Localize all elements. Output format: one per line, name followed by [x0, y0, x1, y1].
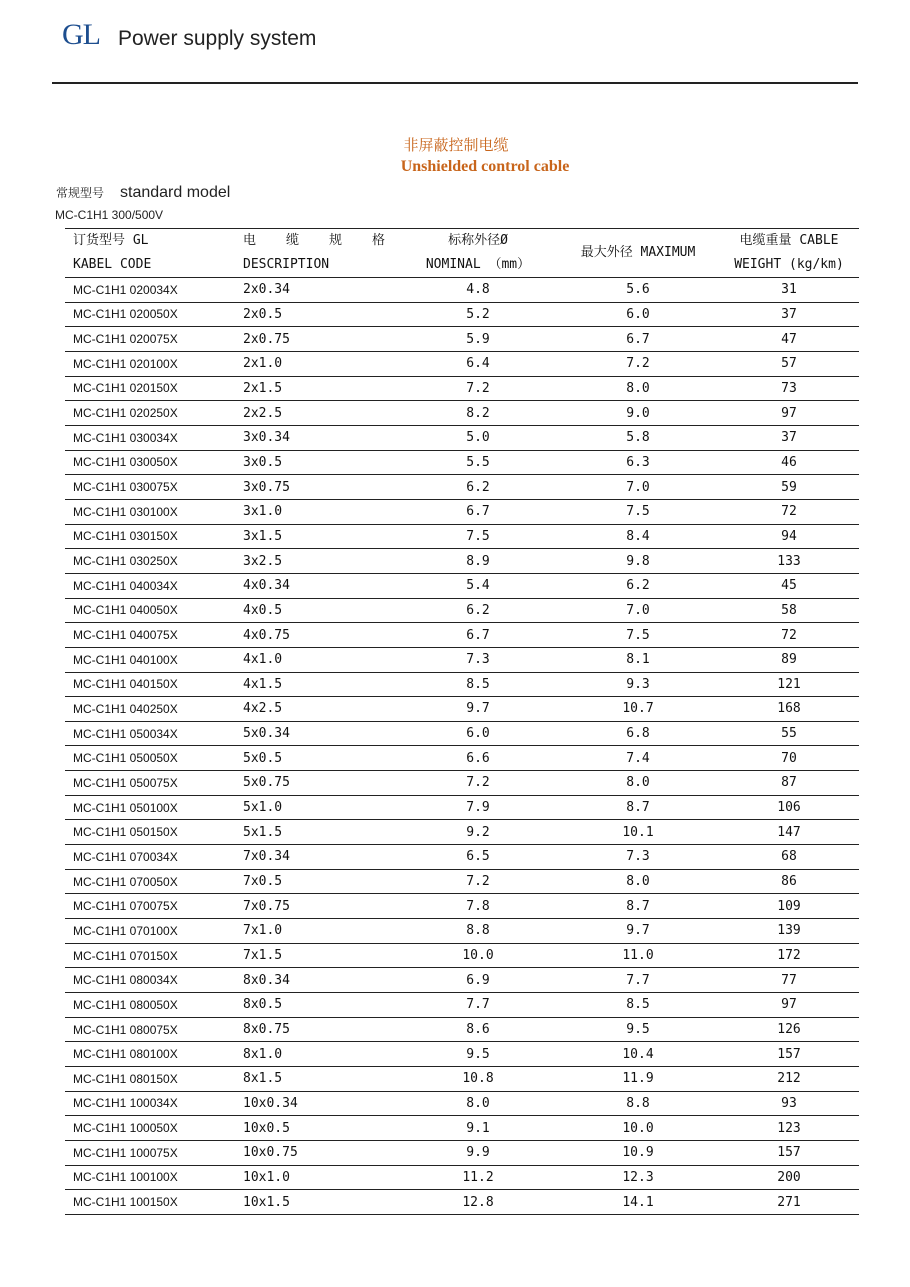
cell-weight: 73 — [719, 376, 859, 401]
table-row — [65, 376, 859, 401]
table-row — [65, 499, 859, 524]
cell-order-code: MC-C1H1 070100X — [65, 919, 239, 944]
cell-maximum-diameter: 8.7 — [557, 795, 719, 820]
header-desc-english: DESCRIPTION — [243, 257, 330, 272]
cell-weight: 126 — [719, 1017, 859, 1042]
table-row — [65, 721, 859, 746]
cell-description: 8x1.5 — [239, 1067, 399, 1092]
cell-nominal-diameter: 8.9 — [399, 549, 557, 574]
table-row — [65, 771, 859, 796]
table-row — [65, 327, 859, 352]
cell-maximum-diameter: 8.1 — [557, 647, 719, 672]
cell-weight: 109 — [719, 894, 859, 919]
standard-model-english: standard model — [120, 184, 231, 201]
table-header-row — [65, 229, 859, 278]
cell-order-code: MC-C1H1 030075X — [65, 475, 239, 500]
cell-maximum-diameter: 9.0 — [557, 401, 719, 426]
cell-weight: 157 — [719, 1140, 859, 1165]
cell-nominal-diameter: 5.5 — [399, 450, 557, 475]
cell-nominal-diameter: 5.9 — [399, 327, 557, 352]
header-divider — [52, 82, 858, 84]
document-title-english: Unshielded control cable — [400, 158, 570, 175]
cell-maximum-diameter: 12.3 — [557, 1165, 719, 1190]
cell-maximum-diameter: 6.2 — [557, 573, 719, 598]
cell-nominal-diameter: 8.0 — [399, 1091, 557, 1116]
cell-description: 2x0.34 — [239, 278, 399, 303]
cell-maximum-diameter: 10.1 — [557, 820, 719, 845]
cell-weight: 55 — [719, 721, 859, 746]
cell-order-code: MC-C1H1 050034X — [65, 721, 239, 746]
model-voltage-line: MC-C1H1 300/500V — [55, 208, 164, 222]
cell-nominal-diameter: 6.2 — [399, 598, 557, 623]
cell-maximum-diameter: 9.5 — [557, 1017, 719, 1042]
cell-weight: 70 — [719, 746, 859, 771]
cell-maximum-diameter: 10.9 — [557, 1140, 719, 1165]
cell-weight: 87 — [719, 771, 859, 796]
cell-maximum-diameter: 6.3 — [557, 450, 719, 475]
cell-maximum-diameter: 8.8 — [557, 1091, 719, 1116]
header-nominal-english: NOMINAL （mm） — [425, 257, 531, 272]
cell-description: 4x0.75 — [239, 623, 399, 648]
cell-description: 8x0.75 — [239, 1017, 399, 1042]
table-row — [65, 1190, 859, 1215]
cell-description: 3x1.5 — [239, 524, 399, 549]
cell-maximum-diameter: 7.5 — [557, 623, 719, 648]
header-nominal-chinese: 标称外径Ø — [448, 233, 508, 248]
cell-nominal-diameter: 9.1 — [399, 1116, 557, 1141]
cell-order-code: MC-C1H1 070150X — [65, 943, 239, 968]
header-desc-char: 规 — [328, 233, 342, 248]
cell-description: 4x2.5 — [239, 697, 399, 722]
cell-order-code: MC-C1H1 020075X — [65, 327, 239, 352]
cell-maximum-diameter: 7.7 — [557, 968, 719, 993]
cell-weight: 46 — [719, 450, 859, 475]
cell-description: 7x0.34 — [239, 845, 399, 870]
table-row — [65, 1165, 859, 1190]
cell-maximum-diameter: 8.0 — [557, 869, 719, 894]
cell-nominal-diameter: 9.5 — [399, 1042, 557, 1067]
cell-maximum-diameter: 8.5 — [557, 993, 719, 1018]
cell-nominal-diameter: 8.8 — [399, 919, 557, 944]
cell-weight: 133 — [719, 549, 859, 574]
cell-maximum-diameter: 5.6 — [557, 278, 719, 303]
cell-description: 3x1.0 — [239, 499, 399, 524]
cell-description: 5x0.5 — [239, 746, 399, 771]
cell-weight: 212 — [719, 1067, 859, 1092]
cell-nominal-diameter: 6.5 — [399, 845, 557, 870]
table-row — [65, 820, 859, 845]
table-row — [65, 351, 859, 376]
cell-weight: 172 — [719, 943, 859, 968]
cell-order-code: MC-C1H1 100100X — [65, 1165, 239, 1190]
table-row — [65, 647, 859, 672]
header-desc-char: 电 — [243, 233, 257, 248]
cell-order-code: MC-C1H1 040100X — [65, 647, 239, 672]
cell-description: 3x2.5 — [239, 549, 399, 574]
cell-nominal-diameter: 7.2 — [399, 376, 557, 401]
cell-weight: 93 — [719, 1091, 859, 1116]
cell-order-code: MC-C1H1 050050X — [65, 746, 239, 771]
cell-description: 10x0.5 — [239, 1116, 399, 1141]
cell-nominal-diameter: 5.2 — [399, 302, 557, 327]
cell-maximum-diameter: 10.7 — [557, 697, 719, 722]
cell-weight: 168 — [719, 697, 859, 722]
cell-order-code: MC-C1H1 100075X — [65, 1140, 239, 1165]
table-row — [65, 993, 859, 1018]
cell-order-code: MC-C1H1 020100X — [65, 351, 239, 376]
cell-order-code: MC-C1H1 040250X — [65, 697, 239, 722]
cell-order-code: MC-C1H1 020034X — [65, 278, 239, 303]
cell-nominal-diameter: 11.2 — [399, 1165, 557, 1190]
cell-description: 3x0.5 — [239, 450, 399, 475]
cell-nominal-diameter: 7.5 — [399, 524, 557, 549]
cell-description: 4x0.5 — [239, 598, 399, 623]
standard-model-chinese: 常规型号 — [56, 186, 105, 200]
cell-description: 5x1.5 — [239, 820, 399, 845]
table-row — [65, 894, 859, 919]
cell-weight: 47 — [719, 327, 859, 352]
header-desc-char: 格 — [371, 233, 385, 248]
cell-description: 7x1.0 — [239, 919, 399, 944]
cell-nominal-diameter: 5.4 — [399, 573, 557, 598]
cell-weight: 72 — [719, 499, 859, 524]
table-row — [65, 943, 859, 968]
cell-nominal-diameter: 6.7 — [399, 623, 557, 648]
cell-order-code: MC-C1H1 040150X — [65, 672, 239, 697]
table-body — [65, 278, 859, 1215]
cell-nominal-diameter: 6.4 — [399, 351, 557, 376]
company-logo: GL — [62, 18, 100, 51]
table-row — [65, 278, 859, 303]
cell-nominal-diameter: 6.9 — [399, 968, 557, 993]
table-row — [65, 401, 859, 426]
table-row — [65, 968, 859, 993]
cell-order-code: MC-C1H1 100034X — [65, 1091, 239, 1116]
table-row — [65, 524, 859, 549]
cell-weight: 89 — [719, 647, 859, 672]
cell-nominal-diameter: 9.9 — [399, 1140, 557, 1165]
cell-description: 10x0.34 — [239, 1091, 399, 1116]
cell-description: 10x0.75 — [239, 1140, 399, 1165]
cell-nominal-diameter: 6.0 — [399, 721, 557, 746]
cell-weight: 106 — [719, 795, 859, 820]
cell-weight: 37 — [719, 425, 859, 450]
cell-description: 4x1.5 — [239, 672, 399, 697]
table-row — [65, 697, 859, 722]
cell-order-code: MC-C1H1 100050X — [65, 1116, 239, 1141]
cell-description: 8x0.34 — [239, 968, 399, 993]
cell-weight: 121 — [719, 672, 859, 697]
header-maximum: 最大外径 MAXIMUM — [557, 229, 719, 278]
cell-nominal-diameter: 7.3 — [399, 647, 557, 672]
table-row — [65, 549, 859, 574]
cell-nominal-diameter: 6.2 — [399, 475, 557, 500]
cell-weight: 59 — [719, 475, 859, 500]
table-row — [65, 1067, 859, 1092]
cell-description: 5x1.0 — [239, 795, 399, 820]
cell-nominal-diameter: 10.0 — [399, 943, 557, 968]
cell-order-code: MC-C1H1 030100X — [65, 499, 239, 524]
cell-maximum-diameter: 9.8 — [557, 549, 719, 574]
cell-maximum-diameter: 10.0 — [557, 1116, 719, 1141]
table-row — [65, 845, 859, 870]
cell-weight: 147 — [719, 820, 859, 845]
cell-order-code: MC-C1H1 070050X — [65, 869, 239, 894]
cell-weight: 31 — [719, 278, 859, 303]
table-row — [65, 425, 859, 450]
cell-weight: 271 — [719, 1190, 859, 1215]
cell-description: 10x1.0 — [239, 1165, 399, 1190]
cell-description: 7x0.75 — [239, 894, 399, 919]
cell-description: 7x0.5 — [239, 869, 399, 894]
cell-weight: 37 — [719, 302, 859, 327]
cell-maximum-diameter: 7.5 — [557, 499, 719, 524]
table-row — [65, 302, 859, 327]
cell-description: 5x0.34 — [239, 721, 399, 746]
table-row — [65, 1042, 859, 1067]
cell-nominal-diameter: 6.6 — [399, 746, 557, 771]
cell-maximum-diameter: 5.8 — [557, 425, 719, 450]
table-row — [65, 869, 859, 894]
cable-spec-table — [65, 228, 859, 1215]
cell-order-code: MC-C1H1 030250X — [65, 549, 239, 574]
header-weight-english: WEIGHT (kg/km) — [734, 257, 844, 272]
cell-description: 4x1.0 — [239, 647, 399, 672]
cell-maximum-diameter: 6.0 — [557, 302, 719, 327]
cell-nominal-diameter: 7.2 — [399, 771, 557, 796]
cell-description: 8x0.5 — [239, 993, 399, 1018]
table-row — [65, 475, 859, 500]
table-row — [65, 795, 859, 820]
table-row — [65, 672, 859, 697]
cell-description: 10x1.5 — [239, 1190, 399, 1215]
cell-weight: 94 — [719, 524, 859, 549]
cell-description: 3x0.34 — [239, 425, 399, 450]
cell-maximum-diameter: 9.7 — [557, 919, 719, 944]
table-row — [65, 1140, 859, 1165]
cell-weight: 157 — [719, 1042, 859, 1067]
cell-description: 2x0.75 — [239, 327, 399, 352]
cell-nominal-diameter: 7.8 — [399, 894, 557, 919]
cell-weight: 86 — [719, 869, 859, 894]
cell-order-code: MC-C1H1 040050X — [65, 598, 239, 623]
cell-order-code: MC-C1H1 050150X — [65, 820, 239, 845]
cell-description: 2x0.5 — [239, 302, 399, 327]
cell-maximum-diameter: 9.3 — [557, 672, 719, 697]
cell-description: 3x0.75 — [239, 475, 399, 500]
cell-weight: 200 — [719, 1165, 859, 1190]
cell-nominal-diameter: 7.2 — [399, 869, 557, 894]
cell-maximum-diameter: 8.0 — [557, 771, 719, 796]
header-code-chinese: 订货型号 GL — [73, 233, 149, 248]
cell-maximum-diameter: 7.3 — [557, 845, 719, 870]
table-row — [65, 623, 859, 648]
header-nominal — [399, 229, 557, 278]
header-weight-chinese: 电缆重量 CABLE — [739, 233, 839, 248]
cell-maximum-diameter: 7.4 — [557, 746, 719, 771]
cell-weight: 72 — [719, 623, 859, 648]
cell-order-code: MC-C1H1 020250X — [65, 401, 239, 426]
cell-order-code: MC-C1H1 080050X — [65, 993, 239, 1018]
cell-nominal-diameter: 7.7 — [399, 993, 557, 1018]
cell-order-code: MC-C1H1 020150X — [65, 376, 239, 401]
header-description — [239, 229, 399, 278]
cell-maximum-diameter: 7.0 — [557, 598, 719, 623]
cell-weight: 68 — [719, 845, 859, 870]
standard-model-label — [56, 182, 230, 202]
cell-description: 2x2.5 — [239, 401, 399, 426]
cell-description: 2x1.0 — [239, 351, 399, 376]
cell-weight: 97 — [719, 993, 859, 1018]
cell-order-code: MC-C1H1 100150X — [65, 1190, 239, 1215]
cell-nominal-diameter: 8.2 — [399, 401, 557, 426]
cell-nominal-diameter: 6.7 — [399, 499, 557, 524]
header-desc-char: 缆 — [285, 233, 299, 248]
cell-weight: 123 — [719, 1116, 859, 1141]
cell-order-code: MC-C1H1 080150X — [65, 1067, 239, 1092]
cell-order-code: MC-C1H1 030150X — [65, 524, 239, 549]
cell-maximum-diameter: 8.7 — [557, 894, 719, 919]
cell-maximum-diameter: 11.0 — [557, 943, 719, 968]
cell-maximum-diameter: 7.0 — [557, 475, 719, 500]
cell-maximum-diameter: 6.8 — [557, 721, 719, 746]
table-row — [65, 450, 859, 475]
cell-description: 7x1.5 — [239, 943, 399, 968]
header-desc-chinese — [243, 229, 385, 253]
cell-order-code: MC-C1H1 080034X — [65, 968, 239, 993]
cell-description: 2x1.5 — [239, 376, 399, 401]
cell-nominal-diameter: 4.8 — [399, 278, 557, 303]
cell-nominal-diameter: 9.7 — [399, 697, 557, 722]
cell-weight: 139 — [719, 919, 859, 944]
cell-maximum-diameter: 14.1 — [557, 1190, 719, 1215]
cell-order-code: MC-C1H1 040034X — [65, 573, 239, 598]
table-row — [65, 1116, 859, 1141]
cell-nominal-diameter: 12.8 — [399, 1190, 557, 1215]
document-title-chinese: 非屏蔽控制电缆 — [403, 136, 509, 154]
cell-nominal-diameter: 5.0 — [399, 425, 557, 450]
table-row — [65, 919, 859, 944]
cell-description: 8x1.0 — [239, 1042, 399, 1067]
cell-weight: 58 — [719, 598, 859, 623]
table-row — [65, 598, 859, 623]
cell-order-code: MC-C1H1 080100X — [65, 1042, 239, 1067]
cell-maximum-diameter: 8.0 — [557, 376, 719, 401]
header-kabel-code — [65, 229, 239, 278]
cell-maximum-diameter: 7.2 — [557, 351, 719, 376]
cell-nominal-diameter: 8.6 — [399, 1017, 557, 1042]
cell-weight: 77 — [719, 968, 859, 993]
header-weight — [719, 229, 859, 278]
cell-order-code: MC-C1H1 030034X — [65, 425, 239, 450]
table-row — [65, 573, 859, 598]
table-row — [65, 746, 859, 771]
cell-order-code: MC-C1H1 040075X — [65, 623, 239, 648]
cell-order-code: MC-C1H1 070075X — [65, 894, 239, 919]
cell-maximum-diameter: 10.4 — [557, 1042, 719, 1067]
cell-weight: 45 — [719, 573, 859, 598]
cell-nominal-diameter: 10.8 — [399, 1067, 557, 1092]
cell-description: 4x0.34 — [239, 573, 399, 598]
cell-description: 5x0.75 — [239, 771, 399, 796]
cell-maximum-diameter: 8.4 — [557, 524, 719, 549]
cell-order-code: MC-C1H1 020050X — [65, 302, 239, 327]
cell-nominal-diameter: 9.2 — [399, 820, 557, 845]
table-row — [65, 1017, 859, 1042]
cell-order-code: MC-C1H1 070034X — [65, 845, 239, 870]
cell-weight: 97 — [719, 401, 859, 426]
cell-weight: 57 — [719, 351, 859, 376]
cell-nominal-diameter: 7.9 — [399, 795, 557, 820]
header-code-english: KABEL CODE — [73, 257, 152, 272]
cell-nominal-diameter: 8.5 — [399, 672, 557, 697]
cell-maximum-diameter: 6.7 — [557, 327, 719, 352]
cell-order-code: MC-C1H1 030050X — [65, 450, 239, 475]
cell-order-code: MC-C1H1 080075X — [65, 1017, 239, 1042]
cell-order-code: MC-C1H1 050100X — [65, 795, 239, 820]
table-row — [65, 1091, 859, 1116]
cell-maximum-diameter: 11.9 — [557, 1067, 719, 1092]
header-title: Power supply system — [118, 27, 317, 50]
cell-order-code: MC-C1H1 050075X — [65, 771, 239, 796]
